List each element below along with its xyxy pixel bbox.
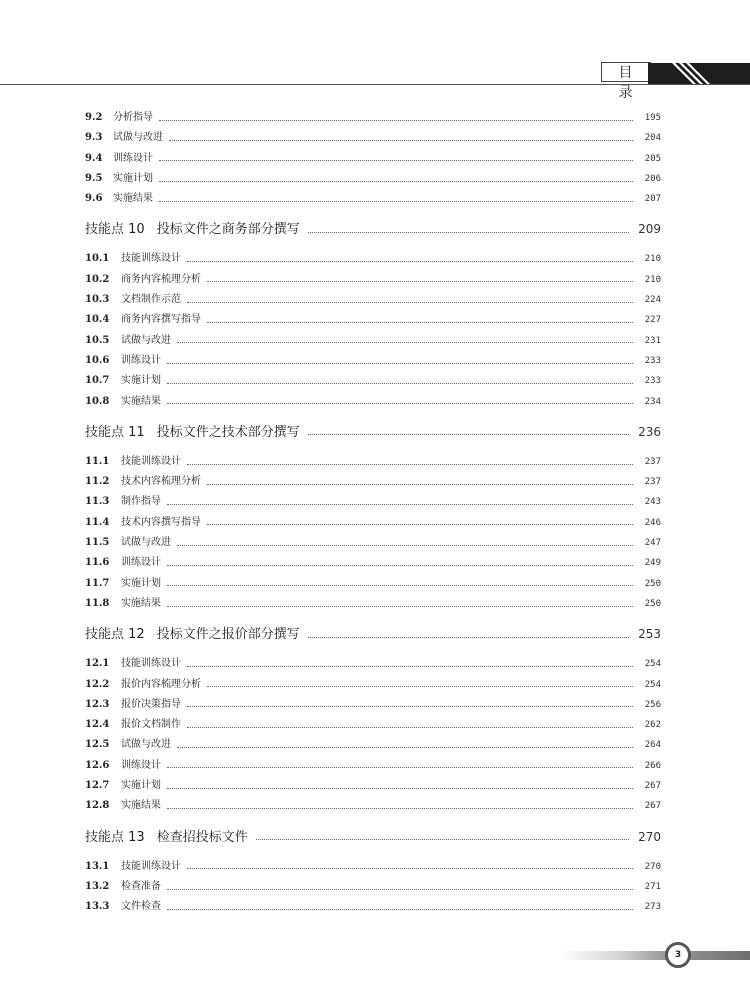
section-number: 12.3	[85, 698, 110, 710]
footer-gradient-bar	[560, 951, 750, 960]
section-title: 试做与改进	[121, 537, 171, 549]
page-number: 267	[644, 801, 661, 812]
dot-leader	[167, 889, 633, 890]
page-number: 209	[638, 222, 661, 237]
section-title: 技能训练设计	[121, 658, 181, 670]
dot-leader	[308, 637, 629, 638]
section-title: 分析指导	[113, 112, 153, 123]
section-title: 文档制作示范	[121, 294, 181, 306]
section-number: 10.4	[85, 314, 110, 326]
section-title: 实施结果	[121, 597, 161, 609]
dot-leader	[167, 909, 633, 910]
dot-leader	[308, 232, 629, 233]
dot-leader	[187, 727, 633, 728]
toc-entry[interactable]	[85, 452, 661, 472]
page-number-badge: 3	[665, 942, 691, 968]
page-number: 249	[644, 558, 661, 569]
section-title: 文件检查	[121, 901, 161, 913]
page-number: 254	[644, 659, 661, 670]
dot-leader	[187, 666, 633, 667]
toc-entry[interactable]	[85, 392, 661, 412]
toc-chapter-heading[interactable]	[85, 817, 661, 857]
section-title: 训练设计	[121, 354, 161, 366]
page-number: 250	[644, 578, 661, 589]
page-number: 256	[644, 699, 661, 710]
page-number: 206	[644, 173, 661, 184]
chapter-title: 投标文件之商务部分撰写	[156, 222, 300, 238]
section-number: 9.3	[85, 132, 103, 144]
section-number: 10.1	[85, 253, 110, 265]
section-title: 技能训练设计	[121, 860, 181, 872]
page-number: 262	[644, 720, 661, 731]
section-title: 报价内容梳理分析	[121, 678, 201, 690]
page-number: 233	[644, 355, 661, 366]
section-title: 实施计划	[121, 375, 161, 387]
page-number: 237	[644, 477, 661, 488]
section-title: 技术内容撰写指导	[121, 516, 201, 528]
chapter-number: 技能点 10	[85, 222, 145, 238]
dot-leader	[159, 201, 633, 202]
section-title: 技能训练设计	[121, 253, 181, 265]
page-number: 204	[644, 133, 661, 144]
toc-entry[interactable]	[85, 594, 661, 614]
toc-entry[interactable]	[85, 492, 661, 512]
section-number: 11.8	[85, 597, 110, 609]
toc-chapter-heading[interactable]	[85, 412, 661, 452]
dot-leader	[207, 484, 633, 485]
section-number: 12.1	[85, 658, 110, 670]
dot-leader	[167, 585, 633, 586]
section-number: 12.6	[85, 759, 110, 771]
page-number: 266	[644, 760, 661, 771]
page-number: 210	[644, 254, 661, 265]
dot-leader	[256, 839, 629, 840]
dot-leader	[177, 747, 633, 748]
toc-entry[interactable]	[85, 776, 661, 796]
page-number: 273	[644, 902, 661, 913]
section-title: 试做与改进	[121, 334, 171, 346]
section-title: 检查准备	[121, 880, 161, 892]
section-number: 12.4	[85, 719, 110, 731]
section-number: 11.3	[85, 496, 110, 508]
dot-leader	[207, 686, 633, 687]
section-number: 11.7	[85, 577, 110, 589]
toc-entry[interactable]	[85, 169, 661, 189]
section-title: 实施计划	[113, 172, 153, 184]
dot-leader	[187, 261, 633, 262]
dot-leader	[159, 181, 633, 182]
toc-entry[interactable]	[85, 796, 661, 816]
page-number: 227	[644, 315, 661, 326]
toc-entry[interactable]	[85, 735, 661, 755]
toc-entry[interactable]	[85, 715, 661, 735]
section-number: 11.1	[85, 455, 110, 467]
page-number: 224	[644, 295, 661, 306]
dot-leader	[159, 160, 633, 161]
page-number: 207	[644, 194, 661, 205]
section-title: 实施结果	[121, 800, 161, 812]
section-number: 10.5	[85, 334, 110, 346]
page-number: 254	[644, 679, 661, 690]
section-number: 11.2	[85, 476, 110, 488]
dot-leader	[167, 383, 633, 384]
section-number: 11.4	[85, 516, 110, 528]
section-number: 9.6	[85, 193, 103, 205]
section-title: 训练设计	[121, 759, 161, 771]
section-number: 11.5	[85, 537, 110, 549]
section-number: 12.7	[85, 780, 110, 792]
section-title: 实施计划	[121, 780, 161, 792]
dot-leader	[187, 464, 633, 465]
toc-entry[interactable]	[85, 654, 661, 674]
toc-entry[interactable]	[85, 513, 661, 533]
dot-leader	[177, 342, 633, 343]
chapter-number: 技能点 12	[85, 627, 145, 643]
dot-leader	[177, 545, 633, 546]
page-number: 210	[644, 274, 661, 285]
page-number: 234	[644, 396, 661, 407]
page-number: 270	[644, 861, 661, 872]
section-number: 10.8	[85, 395, 110, 407]
toc-entry[interactable]	[85, 149, 661, 169]
dot-leader	[167, 565, 633, 566]
toc-entry[interactable]	[85, 310, 661, 330]
toc-entry[interactable]	[85, 897, 661, 917]
section-number: 13.1	[85, 860, 110, 872]
dot-leader	[167, 767, 633, 768]
section-number: 11.6	[85, 557, 110, 569]
dot-leader	[167, 606, 633, 607]
section-title: 实施结果	[121, 395, 161, 407]
dot-leader	[159, 120, 633, 121]
table-of-contents	[85, 108, 661, 918]
toc-entry[interactable]	[85, 128, 661, 148]
section-number: 12.2	[85, 678, 110, 690]
section-number: 12.5	[85, 739, 110, 751]
toc-entry[interactable]	[85, 877, 661, 897]
page-number: 231	[644, 335, 661, 346]
dot-leader	[207, 281, 633, 282]
toc-entry[interactable]	[85, 249, 661, 269]
toc-chapter-heading[interactable]	[85, 614, 661, 654]
section-title: 训练设计	[121, 557, 161, 569]
section-number: 10.7	[85, 375, 110, 387]
page-number: 195	[644, 113, 661, 123]
section-title: 商务内容撰写指导	[121, 314, 201, 326]
toc-entry[interactable]	[85, 108, 661, 128]
toc-entry[interactable]	[85, 695, 661, 715]
section-number: 10.2	[85, 273, 110, 285]
page-number: 264	[644, 740, 661, 751]
header-stripes-decoration	[648, 60, 750, 85]
toc-entry[interactable]	[85, 574, 661, 594]
chapter-number: 技能点 13	[85, 829, 145, 845]
dot-leader	[167, 808, 633, 809]
section-number: 10.3	[85, 294, 110, 306]
toc-entry[interactable]	[85, 331, 661, 351]
dot-leader	[169, 140, 633, 141]
page-number: 205	[644, 153, 661, 164]
page-number: 253	[638, 627, 661, 642]
section-title: 训练设计	[113, 152, 153, 164]
dot-leader	[308, 434, 629, 435]
dot-leader	[207, 322, 633, 323]
section-title: 试做与改进	[113, 132, 163, 144]
toc-entry[interactable]	[85, 533, 661, 553]
section-title: 报价文档制作	[121, 719, 181, 731]
section-title: 试做与改进	[121, 739, 171, 751]
section-number: 13.2	[85, 880, 110, 892]
dot-leader	[167, 504, 633, 505]
section-title: 技术内容梳理分析	[121, 476, 201, 488]
toc-entry[interactable]	[85, 675, 661, 695]
section-number: 9.5	[85, 172, 103, 184]
page-number: 247	[644, 538, 661, 549]
page-number: 267	[644, 781, 661, 792]
section-title: 报价决策指导	[121, 698, 181, 710]
section-number: 9.2	[85, 112, 103, 123]
dot-leader	[187, 302, 633, 303]
section-title: 技能训练设计	[121, 455, 181, 467]
chapter-title: 检查招投标文件	[156, 829, 248, 845]
dot-leader	[167, 788, 633, 789]
section-title: 实施计划	[121, 577, 161, 589]
page-number: 236	[638, 424, 661, 439]
page-number: 250	[644, 598, 661, 609]
dot-leader	[187, 868, 633, 869]
header-tab: 目 录	[601, 62, 651, 82]
toc-entry[interactable]	[85, 553, 661, 573]
page-number: 246	[644, 517, 661, 528]
chapter-title: 投标文件之报价部分撰写	[156, 627, 300, 643]
toc-entry[interactable]	[85, 472, 661, 492]
toc-entry[interactable]	[85, 351, 661, 371]
toc-entry[interactable]	[85, 371, 661, 391]
toc-entry[interactable]	[85, 290, 661, 310]
section-title: 实施结果	[113, 193, 153, 205]
page-number: 237	[644, 456, 661, 467]
toc-entry[interactable]	[85, 756, 661, 776]
section-number: 12.8	[85, 800, 110, 812]
page-number: 270	[638, 829, 661, 844]
page-number: 271	[644, 881, 661, 892]
dot-leader	[207, 524, 633, 525]
page-number: 243	[644, 497, 661, 508]
toc-entry[interactable]	[85, 857, 661, 877]
toc-chapter-heading[interactable]	[85, 209, 661, 249]
section-title: 商务内容梳理分析	[121, 273, 201, 285]
section-title: 制作指导	[121, 496, 161, 508]
page-number: 233	[644, 376, 661, 387]
toc-entry[interactable]	[85, 270, 661, 290]
chapter-title: 投标文件之技术部分撰写	[156, 424, 300, 440]
toc-entry[interactable]	[85, 189, 661, 209]
section-number: 9.4	[85, 152, 103, 164]
dot-leader	[167, 363, 633, 364]
chapter-number: 技能点 11	[85, 424, 145, 440]
dot-leader	[187, 706, 633, 707]
dot-leader	[167, 403, 633, 404]
section-number: 13.3	[85, 901, 110, 913]
section-number: 10.6	[85, 354, 110, 366]
